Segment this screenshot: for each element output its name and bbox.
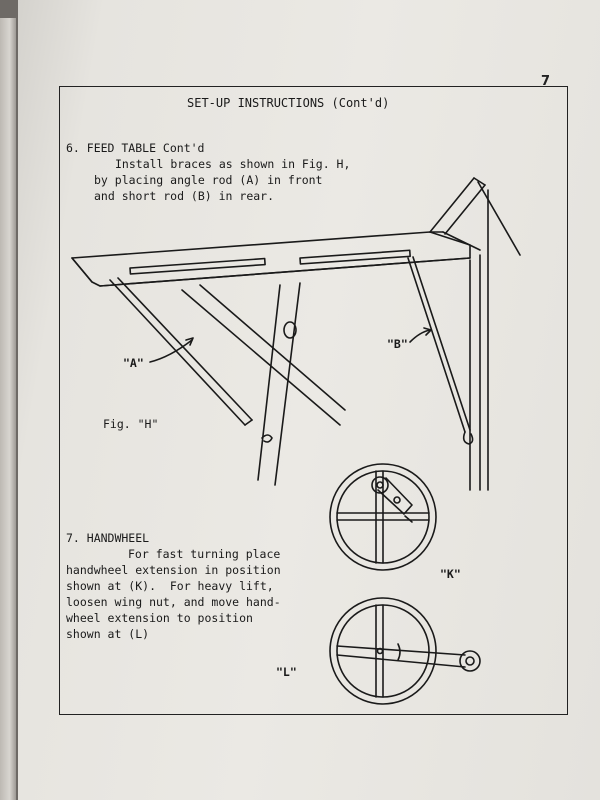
section-7-line-4: loosen wing nut, and move hand- (66, 595, 281, 609)
handwheel-k (330, 464, 436, 570)
short-rod-b (408, 257, 473, 444)
section-6-title: 6. FEED TABLE Cont'd (66, 141, 205, 155)
section-6-line-1: Install braces as shown in Fig. H, (115, 157, 351, 171)
page-number: 7 (540, 74, 550, 89)
arrow-a (150, 340, 192, 362)
section-7-title: 7. HANDWHEEL (66, 531, 150, 545)
handwheel-l (330, 598, 480, 704)
section-7-line-2: handwheel extension in position (66, 563, 281, 577)
section-7-line-5: wheel extension to position (66, 611, 253, 625)
label-l: "L" (276, 665, 297, 679)
section-7-line-6: shown at (L) (66, 627, 150, 641)
arrow-b (410, 330, 430, 342)
label-b: "B" (387, 337, 408, 351)
section-7-line-3: shown at (K). For heavy lift, (66, 579, 274, 593)
page-heading: SET-UP INSTRUCTIONS (Cont'd) (187, 96, 390, 110)
label-k: "K" (440, 567, 461, 581)
figure-h-caption: Fig. "H" (103, 417, 159, 431)
stand-frame (258, 178, 520, 490)
section-6-line-3: and short rod (B) in rear. (94, 189, 275, 203)
section-6-line-2: by placing angle rod (A) in front (94, 173, 323, 187)
section-7-line-1: For fast turning place (128, 547, 281, 561)
feed-table (72, 232, 480, 286)
label-a: "A" (123, 356, 144, 370)
